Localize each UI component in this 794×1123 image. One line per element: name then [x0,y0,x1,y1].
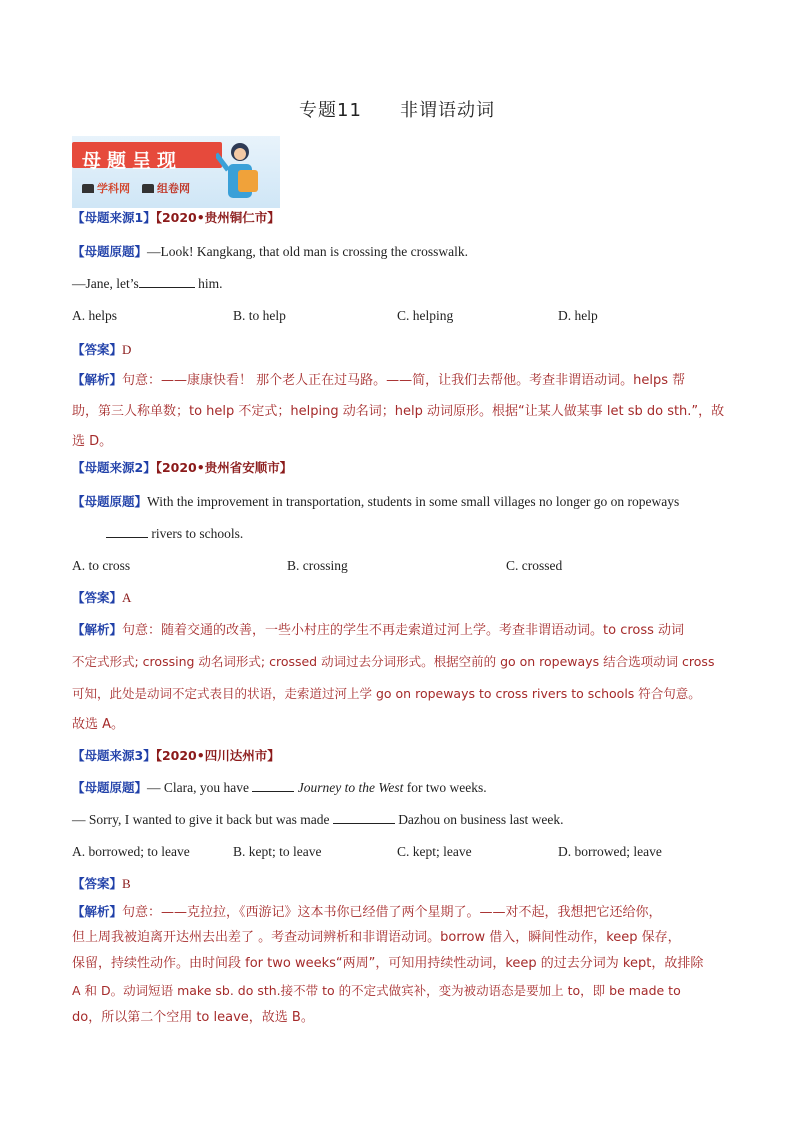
q2-stem: 【母题原题】With the improvement in transportation, students in some small villages no longer go on ropeways [72,494,680,509]
q3-source: 【母题来源3】【2020•四川达州市】 [72,748,280,763]
q3-analysis-4: A 和 D。动词短语 make sb. do sth.接不带 to 的不定式做宾补，变为被动语态是要加上 to，即 be made to [72,983,681,998]
q2-analysis-2: 不定式形式; crossing 动名词形式; crossed 动词过去分词形式。根据空前的 go on ropeways 结合选项动词 cross [72,654,715,669]
banner-image [72,136,280,208]
q1-option-d: D. help [558,308,598,323]
q1-option-b: B. to help [233,308,286,323]
q1-option-a: A. helps [72,308,117,323]
logo-zujuanwang: 组卷网 [142,180,190,196]
answer-blank [139,275,195,288]
q3-analysis: 【解析】句意：——克拉拉，《西游记》这本书你已经借了两个星期了。——对不起，我想把它还给你， [72,904,662,920]
q1-analysis: 【解析】句意：——康康快看！ 那个老人正在过马路。——简，让我们去帮他。考查非谓语动词。helps 帮 [72,372,686,388]
q2-option-b: B. crossing [287,558,348,573]
logo-xuekewang: 学科网 [82,180,130,196]
banner-heading: 母题呈现 [82,150,183,172]
answer-blank [106,525,148,538]
q2-option-a: A. to cross [72,558,131,573]
banner-strip [72,142,222,172]
teacher-figure-icon [216,140,262,206]
q2-analysis-4: 故选 A。 [72,717,125,732]
q2-analysis: 【解析】句意：随着交通的改善，一些小村庄的学生不再走索道过河上学。考查非谓语动词。to cross 动词 [72,622,685,638]
q3-option-d: D. borrowed; leave [558,844,662,859]
q3-line2: — Sorry, I wanted to give it back but was made Dazhou on business last week. [72,812,564,827]
q1-analysis-2: 助，第三人称单数；to help 不定式；helping 动名词；help 动词原形。根据“让某人做某事 let sb do sth.”，故 [72,404,725,419]
q3-stem: 【母题原题】— Clara, you have Journey to the West for two weeks. [72,780,487,795]
q3-option-a: A. borrowed; to leave [72,844,190,859]
q2-analysis-3: 可知，此处是动词不定式表目的状语，走索道过河上学 go on ropeways to cross rivers to schools 符合句意。 [72,686,701,701]
q2-line2: rivers to schools. [106,524,243,544]
q1-analysis-3: 选 D。 [72,434,113,449]
q3-analysis-5: do，所以第二个空用 to leave，故选 B。 [72,1010,314,1025]
answer-blank [333,811,395,824]
q1-option-c: C. helping [397,308,454,323]
q3-analysis-3: 保留，持续性动作。由时间段 for two weeks“两周”，可知用持续性动词，keep 的过去分词为 kept，故排除 [72,956,704,971]
q2-answer: 【答案】A [72,590,132,605]
q3-option-c: C. kept; leave [397,844,472,859]
q2-source: 【母题来源2】【2020•贵州省安顺市】 [72,460,293,475]
q2-option-c: C. crossed [506,558,563,573]
q3-answer: 【答案】B [72,876,131,891]
graduation-cap-icon [142,184,154,193]
q3-option-b: B. kept; to leave [233,844,322,859]
q1-line2: —Jane, let’s him. [72,276,223,291]
q1-stem: 【母题原题】—Look! Kangkang, that old man is crossing the crosswalk. [72,244,468,259]
q1-source: 【母题来源1】【2020•贵州铜仁市】 [72,210,280,225]
page-title: 专题11 非谓语动词 [299,100,495,121]
q3-analysis-2: 但上周我被迫离开达州去出差了 。考查动词辨析和非谓语动词。borrow 借入，瞬间性动作，keep 保存， [72,930,681,945]
q1-answer: 【答案】D [72,342,132,357]
graduation-cap-icon [82,184,94,193]
answer-blank [252,779,294,792]
